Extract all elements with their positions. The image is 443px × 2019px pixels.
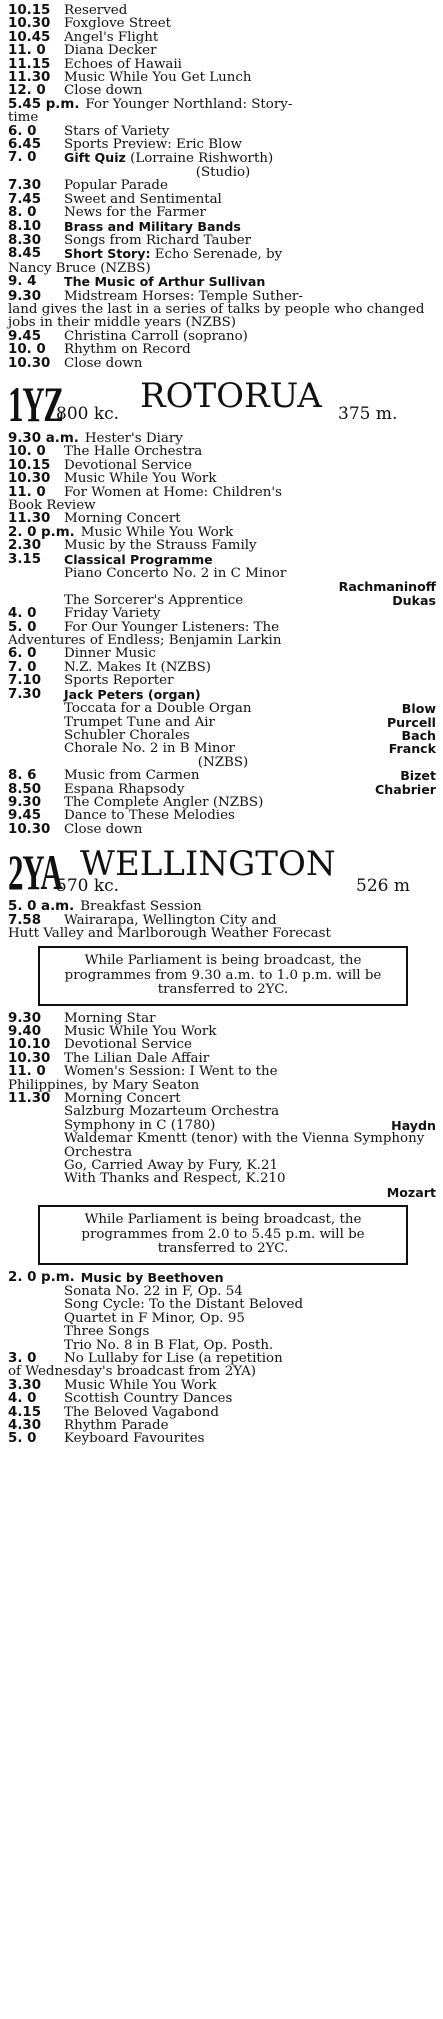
schedule-item — [8, 553, 438, 567]
programme-title: Close down — [64, 821, 143, 837]
time-label: 5. 0 — [8, 1431, 37, 1447]
programme-title: For Our Younger Listeners: The — [64, 619, 280, 635]
schedule-item — [8, 900, 438, 913]
work-title: Schubler Chorales — [64, 727, 190, 743]
schedule-sub-item — [8, 1298, 438, 1311]
schedule-item — [8, 823, 438, 836]
schedule-item — [8, 809, 438, 822]
programme-title: Devotional Service — [64, 1037, 192, 1053]
schedule-item — [8, 486, 438, 499]
time-label: 11. 0 — [8, 484, 46, 500]
schedule-item — [8, 44, 438, 57]
time-label: 10.15 — [8, 3, 51, 18]
schedule-item — [8, 275, 438, 289]
schedule-item — [8, 4, 438, 17]
programme-title: Scottish Country Dances — [64, 1391, 233, 1407]
time-label: 7.30 — [8, 686, 42, 702]
schedule-item — [8, 151, 438, 165]
schedule-item — [8, 783, 438, 796]
schedule-item — [8, 125, 438, 138]
schedule-item — [8, 688, 438, 702]
time-label: 10.10 — [8, 1037, 51, 1053]
schedule-sub-item — [8, 1312, 438, 1325]
time-label: 9.45 — [8, 808, 42, 824]
time-label: 5.45 p.m. — [8, 96, 80, 112]
work-title: Waldemar Kmentt (tenor) with the Vienna Symphony Orchestra — [64, 1131, 425, 1160]
schedule-item — [8, 526, 438, 539]
programme-title: The Complete Angler (NZBS) — [64, 794, 264, 810]
schedule-sub-item — [8, 742, 438, 755]
time-label: 8.50 — [8, 781, 42, 797]
time-label: 4.30 — [8, 1417, 42, 1433]
time-label: 2. 0 p.m. — [8, 1269, 75, 1285]
schedule-item-continued: of Wednesday's broadcast from 2YA) — [8, 1364, 256, 1380]
schedule-sub-item — [8, 1325, 438, 1338]
programme-title: Music While You Work — [64, 471, 217, 487]
station-wavelength: 375 m. — [338, 403, 398, 424]
schedule-sub-item — [8, 1285, 438, 1298]
schedule-item — [8, 674, 438, 687]
schedule-item-continued: land gives the last in a series of talks by people who changed jobs in their middle years (NZBS) — [8, 301, 425, 331]
programme-title: Popular Parade — [64, 178, 168, 194]
schedule-item — [8, 1092, 438, 1105]
programme-title: Brass and Military Bands — [64, 218, 241, 234]
programme-detail: (Lorraine Rishworth) — [130, 151, 274, 167]
parliament-notice: While Parliament is being broadcast, the programmes from 9.30 a.m. to 1.0 p.m. will be transferred to 2YC. — [38, 946, 408, 1005]
time-label: 8.30 — [8, 232, 42, 248]
programme-title: Friday Variety — [64, 606, 161, 622]
time-label: 5. 0 a.m. — [8, 899, 75, 915]
programme-title: Wairarapa, Wellington City and — [64, 912, 277, 928]
programme-title: Music from Carmen — [64, 768, 200, 784]
composer-name: Franck — [388, 741, 436, 757]
time-label: 10.30 — [8, 16, 51, 32]
schedule-item — [8, 647, 438, 660]
schedule-item — [8, 607, 438, 620]
work-title: Piano Concerto No. 2 in C Minor — [64, 566, 287, 582]
time-label: 8.10 — [8, 218, 42, 234]
schedule-item — [8, 1432, 438, 1445]
programme-title: Jack Peters (organ) — [64, 686, 201, 702]
top-schedule — [8, 4, 438, 370]
programme-title: Reserved — [64, 3, 128, 18]
station-call-sign: 2YA — [8, 844, 62, 901]
programme-title: Midstream Horses: Temple Suther- — [64, 288, 303, 304]
time-label: 5. 0 — [8, 619, 37, 635]
composer-name: Chabrier — [374, 781, 436, 797]
station-header-rotorua — [8, 375, 438, 432]
time-label: 10.15 — [8, 457, 51, 473]
schedule-item — [8, 1271, 438, 1285]
time-label: 8.45 — [8, 246, 42, 262]
schedule-sub-item — [8, 1105, 438, 1118]
schedule-item — [8, 914, 438, 927]
schedule-sub-item — [8, 1119, 438, 1132]
work-title: Trio No. 8 in B Flat, Op. Posth. — [64, 1337, 274, 1353]
programme-title: Breakfast Session — [80, 899, 202, 915]
programme-title: Short Story: — [64, 246, 151, 262]
time-label: 9.30 — [8, 1010, 42, 1026]
programme-title: Music While You Work — [64, 1024, 217, 1039]
work-title: Go, Carried Away by Fury, K.21 — [64, 1158, 278, 1174]
work-title: Trumpet Tune and Air — [64, 714, 215, 730]
schedule-item — [8, 71, 438, 84]
composer-name: Haydn — [391, 1117, 436, 1133]
programme-title: The Music of Arthur Sullivan — [64, 274, 266, 290]
programme-title: Dance to These Melodies — [64, 808, 235, 824]
station-name: ROTORUA — [140, 375, 322, 416]
time-label: 10. 0 — [8, 444, 46, 460]
programme-title: Close down — [64, 355, 143, 371]
programme-title: For Women at Home: Children's — [64, 484, 282, 500]
schedule-item — [8, 472, 438, 485]
rotorua-schedule — [8, 432, 438, 836]
schedule-item — [8, 247, 438, 261]
programme-title: Hester's Diary — [84, 430, 183, 446]
time-label: 7.30 — [8, 178, 42, 194]
schedule-item-continued: (Studio) — [195, 164, 251, 180]
programme-title: Espana Rhapsody — [64, 781, 185, 797]
wellington-schedule-midday — [8, 1012, 438, 1200]
schedule-sub-item — [8, 1132, 438, 1159]
schedule-item — [8, 1406, 438, 1419]
time-label: 6. 0 — [8, 123, 37, 139]
time-label: 11.30 — [8, 70, 51, 86]
programme-title: Sports Reporter — [64, 673, 174, 689]
programme-title: Sweet and Sentimental — [64, 191, 222, 207]
programme-title: The Halle Orchestra — [64, 444, 203, 460]
programme-title: The Lilian Dale Affair — [64, 1050, 210, 1066]
schedule-sub-item — [8, 567, 438, 580]
schedule-item — [8, 220, 438, 234]
schedule-item-continued: time — [8, 110, 39, 126]
programme-title: Morning Star — [64, 1010, 156, 1026]
schedule-sub-item — [8, 594, 438, 607]
schedule-sub-note: (NZBS) — [197, 754, 249, 770]
schedule-item-continued: Adventures of Endless; Benjamin Larkin — [8, 633, 282, 649]
time-label: 4. 0 — [8, 1391, 37, 1407]
time-label: 10.30 — [8, 355, 51, 371]
schedule-sub-item — [8, 1159, 438, 1172]
time-label: 10. 0 — [8, 342, 46, 358]
schedule-item — [8, 138, 438, 151]
time-label: 7.10 — [8, 673, 42, 689]
composer-name: Bizet — [400, 768, 436, 784]
programme-title: Angel's Flight — [64, 29, 159, 45]
schedule-item — [8, 1012, 438, 1025]
schedule-item — [8, 1379, 438, 1392]
programme-title: Rhythm on Record — [64, 342, 191, 358]
programme-title: Music by Beethoven — [80, 1269, 224, 1285]
schedule-sub-item — [8, 716, 438, 729]
time-label: 9.45 — [8, 328, 42, 344]
schedule-item — [8, 432, 438, 445]
time-label: 4.15 — [8, 1404, 42, 1420]
time-label: 9.30 — [8, 794, 42, 810]
time-label: 10.30 — [8, 471, 51, 487]
programme-title: For Younger Northland: Story- — [85, 96, 293, 112]
programme-title: The Beloved Vagabond — [64, 1404, 219, 1420]
schedule-sub-item — [8, 702, 438, 715]
time-label: 7.58 — [8, 912, 42, 928]
programme-title: Morning Concert — [64, 1091, 181, 1107]
schedule-item — [8, 621, 438, 634]
programme-title: Music While You Work — [80, 524, 234, 540]
schedule-item — [8, 796, 438, 809]
programme-title: Devotional Service — [64, 457, 192, 473]
parliament-notice: While Parliament is being broadcast, the programmes from 2.0 to 5.45 p.m. will be transferred to 2YC. — [38, 1205, 408, 1264]
composer-name: Bach — [401, 727, 436, 743]
work-title: Three Songs — [64, 1324, 150, 1340]
schedule-item — [8, 1392, 438, 1405]
time-label: 9.30 a.m. — [8, 430, 79, 446]
schedule-item — [8, 1065, 438, 1078]
schedule-item — [8, 661, 438, 674]
time-label: 6. 0 — [8, 646, 37, 662]
work-title: With Thanks and Respect, K.210 — [64, 1171, 286, 1187]
programme-title: No Lullaby for Lise (a repetition — [64, 1350, 283, 1366]
programme-title: Music by the Strauss Family — [64, 538, 257, 554]
schedule-item — [8, 58, 438, 71]
time-label: 11. 0 — [8, 1064, 46, 1080]
time-label: 7. 0 — [8, 659, 37, 675]
schedule-item — [8, 357, 438, 370]
schedule-item — [8, 512, 438, 525]
programme-title: Classical Programme — [64, 551, 213, 567]
work-title: Chorale No. 2 in B Minor — [64, 741, 235, 757]
program-page — [8, 4, 438, 1446]
work-title: Quartet in F Minor, Op. 95 — [64, 1310, 245, 1326]
schedule-item — [8, 1419, 438, 1432]
schedule-item — [8, 539, 438, 552]
time-label: 9.30 — [8, 288, 42, 304]
programme-title: Gift Quiz — [64, 150, 126, 166]
programme-title: Dinner Music — [64, 646, 156, 662]
schedule-item-continued: Philippines, by Mary Seaton — [8, 1077, 200, 1093]
schedule-item — [8, 234, 438, 247]
programme-title: Echoes of Hawaii — [64, 56, 182, 72]
schedule-item — [8, 330, 438, 343]
programme-title: Stars of Variety — [64, 123, 170, 139]
schedule-item-continued: Nancy Bruce (NZBS) — [8, 260, 151, 276]
programme-title: Sports Preview: Eric Blow — [64, 137, 242, 153]
work-title: Salzburg Mozarteum Orchestra — [64, 1104, 280, 1120]
time-label: 6.45 — [8, 137, 42, 153]
time-label: 9. 4 — [8, 274, 37, 290]
composer-name: Mozart — [386, 1184, 436, 1200]
time-label: 9.40 — [8, 1024, 42, 1039]
programme-detail: Echo Serenade, by — [154, 247, 283, 263]
schedule-item — [8, 1052, 438, 1065]
schedule-sub-item — [8, 729, 438, 742]
programme-title: Women's Session: I Went to the — [64, 1064, 278, 1080]
schedule-item — [8, 343, 438, 356]
time-label: 3.15 — [8, 551, 42, 567]
schedule-item — [8, 290, 438, 303]
work-title: The Sorcerer's Apprentice — [64, 592, 244, 608]
schedule-sub-item — [8, 580, 438, 593]
schedule-sub-item — [8, 1172, 438, 1185]
schedule-item — [8, 179, 438, 192]
station-wavelength: 526 m — [356, 876, 410, 897]
station-name: WELLINGTON — [80, 844, 336, 885]
schedule-sub-item — [8, 1186, 438, 1199]
composer-name: Rachmaninoff — [338, 579, 436, 595]
schedule-item — [8, 769, 438, 782]
schedule-item — [8, 206, 438, 219]
schedule-item — [8, 193, 438, 206]
time-label: 3. 0 — [8, 1350, 37, 1366]
wellington-schedule-afternoon — [8, 1271, 438, 1446]
time-label: 11.15 — [8, 56, 51, 72]
time-label: 8. 0 — [8, 205, 37, 221]
time-label: 7. 0 — [8, 150, 37, 166]
schedule-item — [8, 17, 438, 30]
time-label: 10.30 — [8, 1050, 51, 1066]
programme-title: Music While You Get Lunch — [64, 70, 252, 86]
time-label: 11. 0 — [8, 43, 46, 59]
work-title: Sonata No. 22 in F, Op. 54 — [64, 1283, 243, 1299]
time-label: 2. 0 p.m. — [8, 524, 75, 540]
station-call-sign: 1YZ — [8, 375, 63, 432]
time-label: 10.45 — [8, 29, 51, 45]
programme-title: Close down — [64, 83, 143, 99]
composer-name: Dukas — [392, 592, 436, 608]
schedule-item — [8, 1352, 438, 1365]
schedule-item — [8, 459, 438, 472]
schedule-item — [8, 31, 438, 44]
programme-title: Christina Carroll (soprano) — [64, 328, 248, 344]
programme-title: Diana Decker — [64, 43, 157, 59]
programme-title: News for the Farmer — [64, 205, 206, 221]
time-label: 12. 0 — [8, 83, 46, 99]
programme-title: Keyboard Favourites — [64, 1431, 205, 1447]
time-label: 11.30 — [8, 1091, 51, 1107]
schedule-sub-item — [8, 1339, 438, 1352]
work-title: Symphony in C (1780) — [64, 1117, 216, 1133]
programme-title: Foxglove Street — [64, 16, 172, 32]
composer-name: Purcell — [386, 714, 436, 730]
programme-title: Rhythm Parade — [64, 1417, 169, 1433]
programme-title: Music While You Work — [64, 1377, 217, 1393]
schedule-item — [8, 1038, 438, 1051]
time-label: 8. 6 — [8, 768, 37, 784]
time-label: 3.30 — [8, 1377, 42, 1393]
station-frequency: 570 kc. — [56, 876, 120, 897]
work-title: Toccata for a Double Organ — [64, 701, 252, 717]
schedule-item — [8, 445, 438, 458]
time-label: 11.30 — [8, 511, 51, 527]
programme-title: Songs from Richard Tauber — [64, 232, 252, 248]
composer-name: Blow — [401, 701, 436, 717]
schedule-item — [8, 98, 438, 111]
station-header-wellington — [8, 846, 438, 900]
schedule-item — [8, 84, 438, 97]
schedule-item-continued: Book Review — [8, 498, 96, 513]
time-label: 10.30 — [8, 821, 51, 837]
time-label: 2.30 — [8, 538, 42, 554]
schedule-item-continued: Hutt Valley and Marlborough Weather Forecast — [8, 925, 331, 941]
work-title: Song Cycle: To the Distant Beloved — [64, 1297, 304, 1313]
programme-title: N.Z. Makes It (NZBS) — [64, 659, 211, 675]
time-label: 4. 0 — [8, 606, 37, 622]
programme-title: Morning Concert — [64, 511, 181, 527]
time-label: 7.45 — [8, 191, 42, 207]
wellington-schedule-morning — [8, 900, 438, 940]
station-frequency: 800 kc. — [56, 403, 120, 424]
schedule-item — [8, 1025, 438, 1038]
